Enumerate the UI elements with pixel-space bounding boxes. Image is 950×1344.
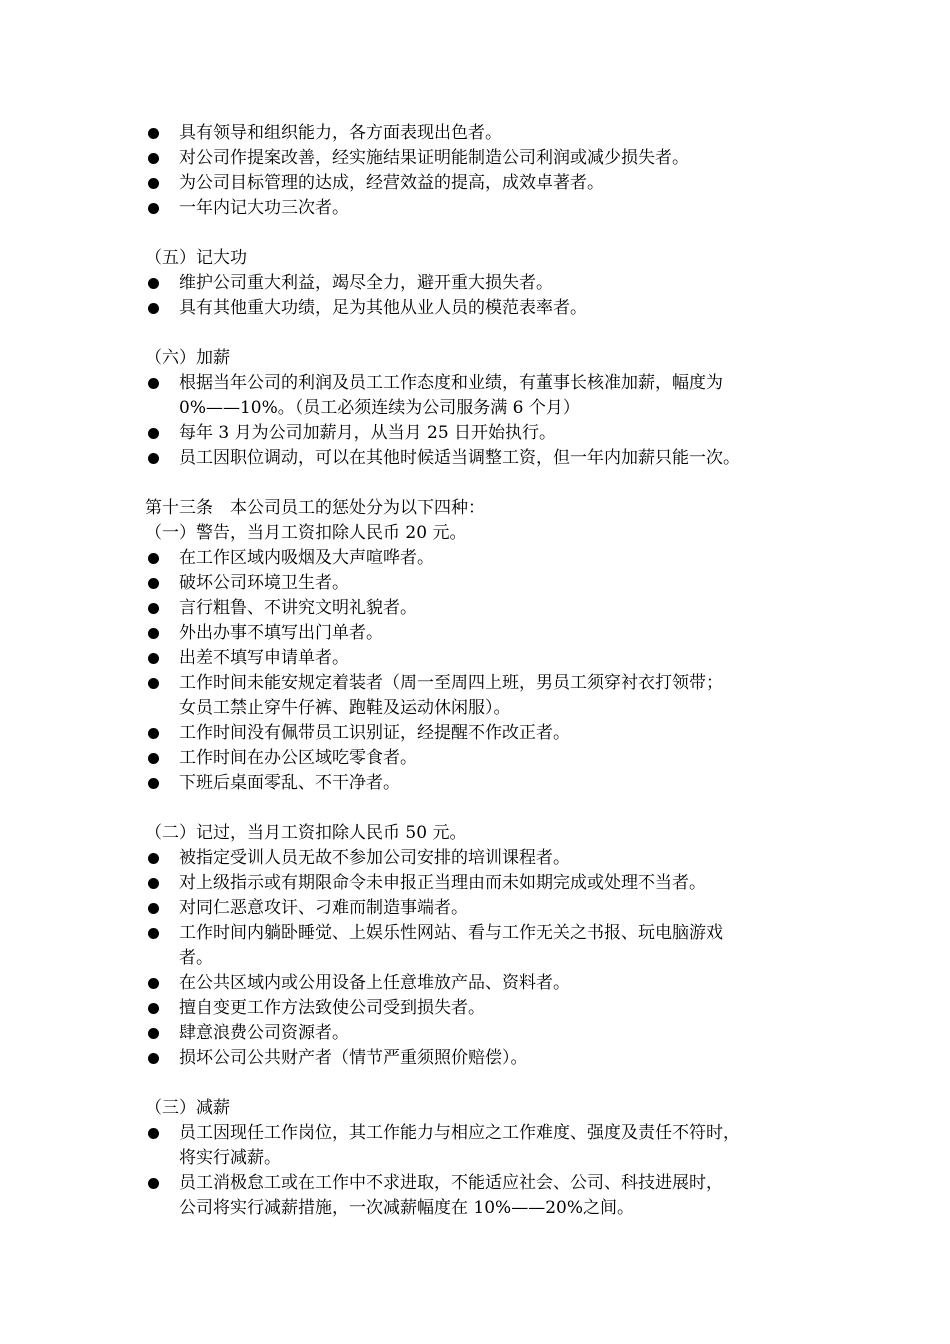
bullet-icon bbox=[148, 778, 159, 789]
list-item bbox=[145, 446, 825, 471]
section-group bbox=[145, 1096, 825, 1221]
list-item bbox=[145, 1021, 825, 1046]
list-item-text: 工作时间没有佩带员工识别证，经提醒不作改正者。 bbox=[179, 723, 570, 743]
bullet-icon bbox=[148, 728, 159, 739]
bullet-icon bbox=[148, 178, 159, 189]
bullet-list bbox=[145, 121, 825, 221]
list-item bbox=[145, 921, 825, 971]
list-item bbox=[145, 596, 825, 621]
bullet-icon bbox=[148, 203, 159, 214]
list-item bbox=[145, 421, 825, 446]
bullet-icon bbox=[148, 553, 159, 564]
list-item bbox=[145, 1171, 825, 1221]
bullet-icon bbox=[148, 578, 159, 589]
list-item bbox=[145, 871, 825, 896]
bullet-icon bbox=[148, 603, 159, 614]
list-item-text: 外出办事不填写出门单者。 bbox=[179, 623, 383, 643]
bullet-icon bbox=[148, 903, 159, 914]
list-item-text: 被指定受训人员无故不参加公司安排的培训课程者。 bbox=[179, 848, 570, 868]
section-group bbox=[145, 246, 825, 321]
list-item-text: 肆意浪费公司资源者。 bbox=[179, 1023, 349, 1043]
section-heading: 第十三条 本公司员工的惩处分为以下四种： bbox=[145, 498, 485, 518]
section-group bbox=[145, 821, 825, 1071]
list-item bbox=[145, 271, 825, 296]
bullet-icon bbox=[148, 303, 159, 314]
list-item-text: 言行粗鲁、不讲究文明礼貌者。 bbox=[179, 598, 417, 618]
bullet-icon bbox=[148, 853, 159, 864]
list-item-text: 维护公司重大利益，竭尽全力，避开重大损失者。 bbox=[179, 273, 553, 293]
section-heading: （三）减薪 bbox=[145, 1098, 230, 1118]
list-item-text: 对同仁恶意攻讦、刁难而制造事端者。 bbox=[179, 898, 468, 918]
bullet-icon bbox=[148, 628, 159, 639]
bullet-list bbox=[145, 371, 825, 471]
list-item-text: 一年内记大功三次者。 bbox=[179, 198, 349, 218]
bullet-list bbox=[145, 1121, 825, 1221]
list-item-text: 具有领导和组织能力，各方面表现出色者。 bbox=[179, 123, 502, 143]
bullet-icon bbox=[148, 428, 159, 439]
list-item bbox=[145, 546, 825, 571]
bullet-icon bbox=[148, 678, 159, 689]
bullet-icon bbox=[148, 1053, 159, 1064]
bullet-list bbox=[145, 546, 825, 796]
list-item bbox=[145, 771, 825, 796]
list-item bbox=[145, 646, 825, 671]
list-item-continuation: 者。 bbox=[179, 948, 213, 968]
list-item bbox=[145, 121, 825, 146]
bullet-icon bbox=[148, 378, 159, 389]
list-item-continuation: 将实行减薪。 bbox=[179, 1148, 281, 1168]
list-item bbox=[145, 896, 825, 921]
list-item bbox=[145, 296, 825, 321]
section-group bbox=[145, 346, 825, 471]
list-item-text: 员工消极怠工或在工作中不求进取，不能适应社会、公司、科技进展时， bbox=[179, 1173, 723, 1193]
bullet-icon bbox=[148, 153, 159, 164]
list-item-continuation: 女员工禁止穿牛仔裤、跑鞋及运动休闲服）。 bbox=[179, 698, 511, 718]
list-item-text: 工作时间内躺卧睡觉、上娱乐性网站、看与工作无关之书报、玩电脑游戏 bbox=[179, 923, 723, 943]
section-heading: （六）加薪 bbox=[145, 348, 230, 368]
bullet-list bbox=[145, 271, 825, 321]
bullet-icon bbox=[148, 278, 159, 289]
list-item bbox=[145, 1046, 825, 1071]
list-item bbox=[145, 671, 825, 721]
bullet-icon bbox=[148, 653, 159, 664]
section-group bbox=[145, 121, 825, 221]
bullet-icon bbox=[148, 1028, 159, 1039]
list-item-text: 出差不填写申请单者。 bbox=[179, 648, 349, 668]
bullet-icon bbox=[148, 1003, 159, 1014]
document-body bbox=[145, 121, 825, 1221]
list-item-text: 擅自变更工作方法致使公司受到损失者。 bbox=[179, 998, 485, 1018]
list-item-text: 每年 3 月为公司加薪月，从当月 25 日开始执行。 bbox=[179, 423, 557, 443]
list-item bbox=[145, 146, 825, 171]
list-item-text: 对上级指示或有期限命令未申报正当理由而未如期完成或处理不当者。 bbox=[179, 873, 706, 893]
list-item bbox=[145, 371, 825, 421]
list-item-text: 员工因现任工作岗位，其工作能力与相应之工作难度、强度及责任不符时， bbox=[179, 1123, 740, 1143]
list-item bbox=[145, 571, 825, 596]
bullet-icon bbox=[148, 878, 159, 889]
list-item bbox=[145, 1121, 825, 1171]
bullet-list bbox=[145, 846, 825, 1071]
list-item bbox=[145, 746, 825, 771]
list-item-text: 具有其他重大功绩，足为其他从业人员的模范表率者。 bbox=[179, 298, 587, 318]
list-item-text: 对公司作提案改善，经实施结果证明能制造公司利润或减少损失者。 bbox=[179, 148, 689, 168]
list-item-continuation: 公司将实行减薪措施，一次减薪幅度在 10%——20%之间。 bbox=[179, 1198, 634, 1218]
list-item bbox=[145, 621, 825, 646]
list-item-text: 在工作区域内吸烟及大声喧哗者。 bbox=[179, 548, 434, 568]
section-group bbox=[145, 496, 825, 796]
list-item bbox=[145, 721, 825, 746]
bullet-icon bbox=[148, 128, 159, 139]
list-item-text: 在公共区域内或公用设备上任意堆放产品、资料者。 bbox=[179, 973, 570, 993]
list-item-text: 损坏公司公共财产者（情节严重须照价赔偿）。 bbox=[179, 1048, 528, 1068]
list-item bbox=[145, 846, 825, 871]
list-item-text: 工作时间在办公区域吃零食者。 bbox=[179, 748, 417, 768]
list-item bbox=[145, 971, 825, 996]
list-item bbox=[145, 996, 825, 1021]
list-item bbox=[145, 171, 825, 196]
section-heading: （五）记大功 bbox=[145, 248, 247, 268]
list-item-text: 为公司目标管理的达成，经营效益的提高，成效卓著者。 bbox=[179, 173, 604, 193]
list-item-continuation: 0%——10%。（员工必须连续为公司服务满 6 个月） bbox=[179, 398, 580, 418]
section-subheading: （一）警告，当月工资扣除人民币 20 元。 bbox=[145, 523, 467, 543]
list-item-text: 根据当年公司的利润及员工工作态度和业绩，有董事长核准加薪，幅度为 bbox=[179, 373, 723, 393]
bullet-icon bbox=[148, 928, 159, 939]
list-item bbox=[145, 196, 825, 221]
bullet-icon bbox=[148, 753, 159, 764]
bullet-icon bbox=[148, 1178, 159, 1189]
bullet-icon bbox=[148, 978, 159, 989]
bullet-icon bbox=[148, 453, 159, 464]
list-item-text: 工作时间未能安规定着装者（周一至周四上班，男员工须穿衬衣打领带； bbox=[179, 673, 723, 693]
list-item-text: 下班后桌面零乱、不干净者。 bbox=[179, 773, 400, 793]
section-heading: （二）记过，当月工资扣除人民币 50 元。 bbox=[145, 823, 467, 843]
bullet-icon bbox=[148, 1128, 159, 1139]
list-item-text: 员工因职位调动，可以在其他时候适当调整工资，但一年内加薪只能一次。 bbox=[179, 448, 740, 468]
list-item-text: 破坏公司环境卫生者。 bbox=[179, 573, 349, 593]
